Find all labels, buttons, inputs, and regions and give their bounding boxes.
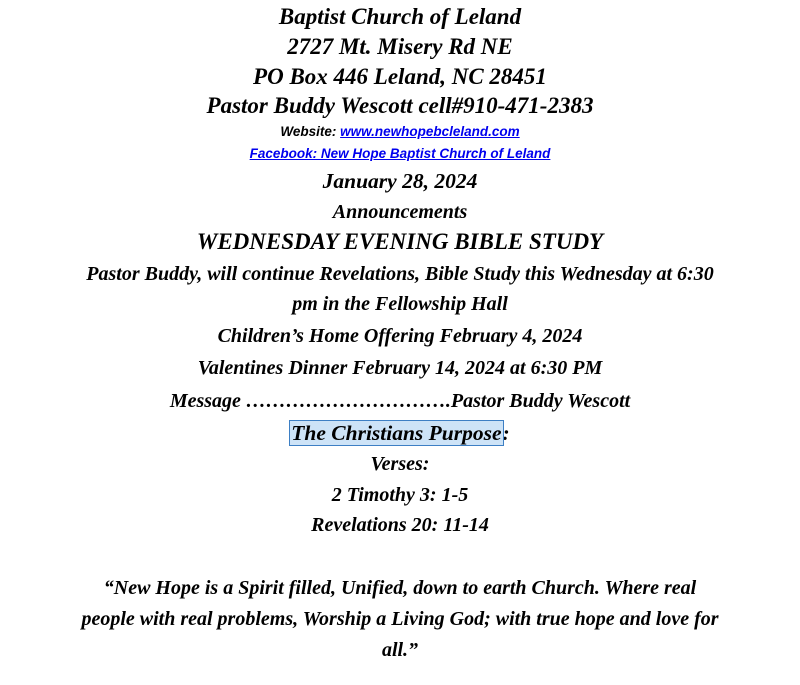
street-address: 2727 Mt. Misery Rd NE: [287, 34, 513, 59]
offering-announcement: Children’s Home Offering February 4, 2024: [217, 325, 583, 347]
valentines-announcement: Valentines Dinner February 14, 2024 at 6:30 PM: [197, 357, 603, 379]
motto-line-3: all.”: [381, 639, 419, 661]
facebook-line: [0, 145, 800, 162]
pastor-contact: Pastor Buddy Wescott cell#910-471-2383: [206, 93, 594, 118]
website-link[interactable]: www.newhopebcleland.com: [340, 124, 520, 139]
motto-line-1: “New Hope is a Spirit filled, Unified, down to earth Church. Where real: [103, 577, 697, 599]
website-line: [0, 123, 800, 140]
sermon-title-colon: :: [502, 421, 510, 445]
bible-study-line-1: Pastor Buddy, will continue Revelations, Bible Study this Wednesday at 6:30: [86, 263, 714, 285]
message-line: Message ………………………….Pastor Buddy Wescott: [169, 390, 631, 412]
announcements-heading: Announcements: [332, 201, 468, 223]
verses-label: Verses:: [370, 453, 430, 475]
church-name: Baptist Church of Leland: [278, 4, 522, 29]
sermon-title-line: [0, 419, 800, 447]
motto-line-2: people with real problems, Worship a Living God; with true hope and love for: [81, 608, 719, 630]
website-label: Website:: [280, 124, 337, 139]
bulletin-date: January 28, 2024: [322, 169, 478, 193]
facebook-link[interactable]: Facebook: New Hope Baptist Church of Leland: [249, 146, 551, 161]
sermon-title-selection[interactable]: The Christians Purpose: [291, 421, 502, 445]
verse-1: 2 Timothy 3: 1-5: [331, 484, 469, 506]
bible-study-heading: WEDNESDAY EVENING BIBLE STUDY: [196, 229, 604, 254]
po-box-address: PO Box 446 Leland, NC 28451: [253, 64, 547, 89]
verse-2: Revelations 20: 11-14: [311, 514, 489, 536]
bible-study-line-2: pm in the Fellowship Hall: [292, 293, 508, 315]
